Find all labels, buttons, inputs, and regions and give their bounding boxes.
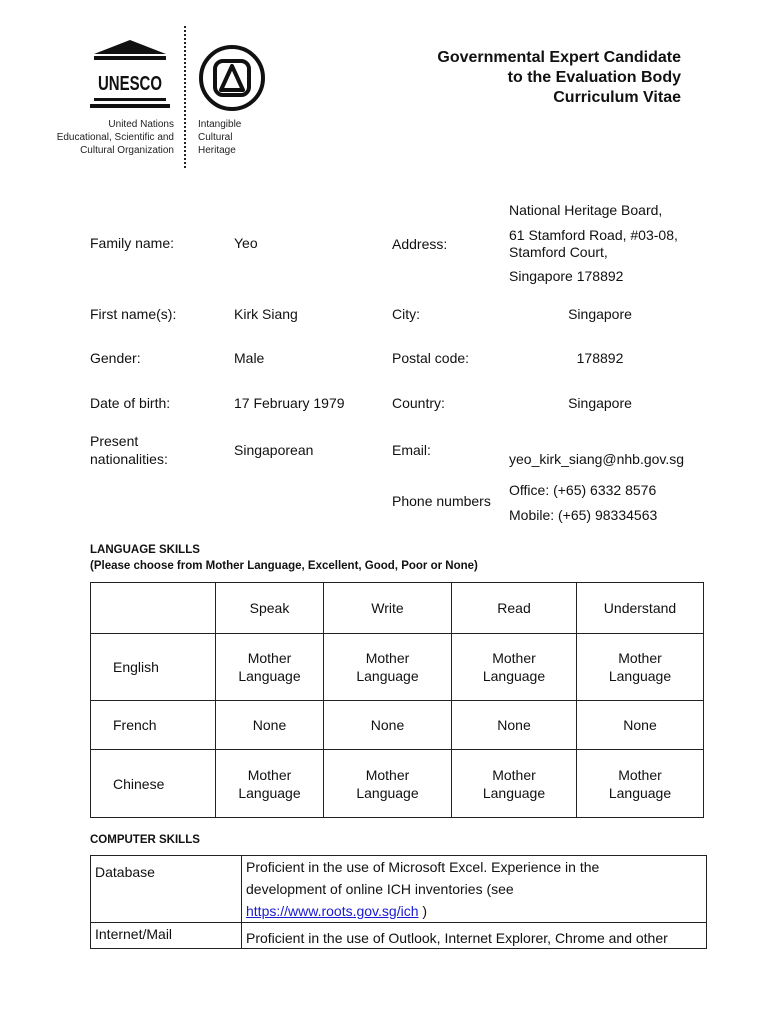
database-label: Database bbox=[91, 856, 242, 923]
table-row bbox=[91, 634, 704, 701]
skill-line: Language bbox=[482, 668, 546, 684]
date-of-birth-value: 17 February 1979 bbox=[234, 395, 345, 411]
header-divider bbox=[184, 26, 190, 168]
country-value: Singapore bbox=[568, 395, 632, 411]
phone-office-value: Office: (+65) 6332 8576 bbox=[509, 482, 657, 498]
table-row bbox=[91, 856, 707, 923]
skill-cell bbox=[452, 750, 577, 818]
postal-code-label: Postal code: bbox=[392, 350, 470, 366]
skill-cell bbox=[577, 750, 704, 818]
ich-logo bbox=[198, 44, 266, 112]
skill-line: Language bbox=[238, 668, 301, 684]
language-name: English bbox=[91, 634, 216, 701]
nationalities-label-line-1: Present bbox=[90, 433, 139, 449]
address-line-3: Stamford Court, bbox=[509, 244, 608, 260]
nationalities-value: Singaporean bbox=[234, 442, 314, 458]
skill-cell: None bbox=[324, 701, 452, 750]
database-description bbox=[242, 856, 707, 923]
address-line-2: 61 Stamford Road, #03-08, bbox=[509, 227, 678, 243]
header-speak: Speak bbox=[216, 583, 324, 634]
skill-cell bbox=[577, 634, 704, 701]
gender-label: Gender: bbox=[90, 350, 141, 366]
postal-code-value: 178892 bbox=[576, 350, 624, 366]
skill-line: Mother bbox=[618, 766, 662, 783]
skill-line: Mother bbox=[365, 766, 410, 783]
table-row bbox=[91, 923, 707, 949]
internet-mail-description: Proficient in the use of Outlook, Internet Explorer, Chrome and other bbox=[242, 923, 707, 949]
header-write: Write bbox=[324, 583, 452, 634]
header-understand: Understand bbox=[577, 583, 704, 634]
table-row bbox=[91, 750, 704, 818]
address-line-1: National Heritage Board, bbox=[509, 202, 663, 218]
skill-cell: None bbox=[216, 701, 324, 750]
nationalities-label-line-2: nationalities: bbox=[90, 451, 168, 467]
unesco-logo bbox=[90, 38, 170, 110]
skill-line: Language bbox=[238, 784, 301, 801]
internet-mail-label: Internet/Mail bbox=[91, 923, 242, 949]
document-title-line-2: to the Evaluation Body bbox=[507, 69, 681, 86]
table-row bbox=[91, 701, 704, 750]
document-title-line-1: Governmental Expert Candidate bbox=[437, 49, 681, 66]
skill-line: Language bbox=[356, 668, 419, 684]
country-label: Country: bbox=[392, 395, 445, 411]
svg-text:UNESCO: UNESCO bbox=[98, 73, 162, 95]
date-of-birth-label: Date of birth: bbox=[90, 395, 171, 411]
language-skills-table bbox=[90, 582, 704, 818]
ich-caption-line: Heritage bbox=[198, 145, 236, 156]
skill-line: Language bbox=[608, 668, 672, 684]
computer-skills-title: COMPUTER SKILLS bbox=[90, 834, 200, 846]
ich-caption-line: Cultural bbox=[198, 132, 233, 143]
address-label: Address: bbox=[392, 236, 448, 252]
language-name: Chinese bbox=[91, 750, 216, 818]
ich-caption-line: Intangible bbox=[198, 119, 242, 130]
family-name-label: Family name: bbox=[90, 235, 175, 251]
first-name-value: Kirk Siang bbox=[234, 306, 298, 322]
document-title-line-3: Curriculum Vitae bbox=[553, 89, 681, 106]
first-name-label: First name(s): bbox=[90, 306, 177, 322]
language-skills-title: LANGUAGE SKILLS bbox=[90, 544, 200, 556]
skill-line: Mother bbox=[247, 650, 292, 666]
unesco-caption-line: Cultural Organization bbox=[80, 145, 174, 156]
phone-numbers-label: Phone numbers bbox=[392, 493, 491, 509]
roots-ich-link[interactable]: https://www.roots.gov.sg/ich bbox=[246, 903, 419, 919]
skill-line: Mother bbox=[247, 766, 292, 783]
header-read: Read bbox=[452, 583, 577, 634]
skill-line: Language bbox=[482, 784, 546, 801]
unesco-caption-line: Educational, Scientific and bbox=[56, 132, 174, 143]
skill-line: Mother bbox=[618, 650, 662, 666]
skill-cell bbox=[324, 750, 452, 818]
skill-cell: None bbox=[452, 701, 577, 750]
address-line-4: Singapore 178892 bbox=[509, 268, 624, 284]
skill-line: Mother bbox=[492, 650, 536, 666]
unesco-caption bbox=[30, 118, 174, 157]
computer-skills-table bbox=[90, 855, 707, 949]
database-line: development of online ICH inventories (see bbox=[246, 881, 514, 897]
skill-line: Language bbox=[356, 784, 419, 801]
email-label: Email: bbox=[392, 442, 431, 458]
phone-mobile-value: Mobile: (+65) 98334563 bbox=[509, 507, 658, 523]
language-skills-subtitle: (Please choose from Mother Language, Excellent, Good, Poor or None) bbox=[90, 560, 478, 572]
language-name: French bbox=[91, 701, 216, 750]
email-value: yeo_kirk_siang@nhb.gov.sg bbox=[509, 451, 685, 467]
skill-line: Language bbox=[608, 784, 672, 801]
skill-cell bbox=[324, 634, 452, 701]
skill-line: Mother bbox=[365, 650, 410, 666]
table-header-row bbox=[91, 583, 704, 634]
database-line: Proficient in the use of Microsoft Excel. Experience in the bbox=[246, 859, 600, 875]
skill-cell bbox=[452, 634, 577, 701]
database-link-suffix: ) bbox=[418, 903, 428, 919]
gender-value: Male bbox=[234, 350, 265, 366]
unesco-caption-line: United Nations bbox=[108, 119, 174, 130]
table-corner-cell bbox=[91, 583, 216, 634]
database-link-line bbox=[246, 900, 702, 922]
family-name-value: Yeo bbox=[234, 235, 258, 251]
skill-cell bbox=[216, 750, 324, 818]
city-label: City: bbox=[392, 306, 420, 322]
skill-cell: None bbox=[577, 701, 704, 750]
skill-line: Mother bbox=[492, 766, 536, 783]
ich-caption bbox=[198, 118, 241, 157]
city-value: Singapore bbox=[568, 306, 632, 322]
skill-cell bbox=[216, 634, 324, 701]
